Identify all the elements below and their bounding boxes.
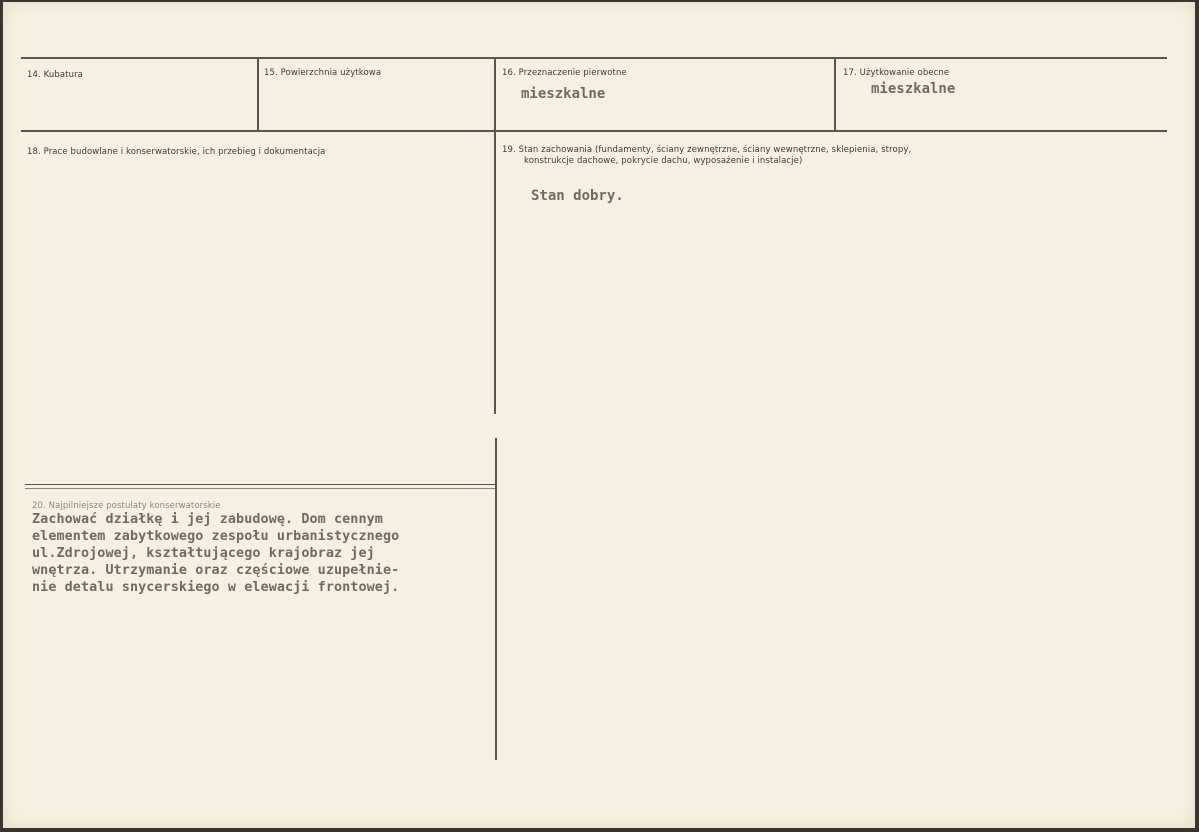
field20-top-rule	[25, 484, 495, 485]
field-18-label: 18. Prace budowlane i konserwatorskie, ich przebieg i dokumentacja	[27, 147, 326, 157]
field-20-line-4: wnętrza. Utrzymanie oraz częściowe uzupełnie-	[32, 563, 400, 578]
field-17-value: mieszkalne	[871, 81, 956, 97]
divider-main-upper	[494, 132, 496, 414]
field-17-label: 17. Użytkowanie obecne	[843, 68, 950, 78]
field-19-label-line2: konstrukcje dachowe, pokrycie dachu, wyposażenie i instalacje)	[524, 156, 803, 166]
field-20-label: 20. Najpilniejsze postulaty konserwatorskie	[32, 501, 221, 511]
field-19-label-line1: 19. Stan zachowania (fundamenty, ściany zewnętrzne, ściany wewnętrzne, sklepienia, stropy,	[502, 145, 912, 155]
divider-16-17	[834, 59, 836, 130]
field-20-line-1: Zachować działkę i jej zabudowę. Dom cennym	[32, 512, 383, 527]
row1-bottom-rule	[21, 130, 1167, 132]
field-14-label: 14. Kubatura	[27, 70, 83, 80]
field20-top-rule-2	[25, 488, 495, 489]
field-20-line-2: elementem zabytkowego zespołu urbanistycznego	[32, 529, 400, 544]
field-16-label: 16. Przeznaczenie pierwotne	[502, 68, 627, 78]
top-rule	[21, 57, 1167, 59]
field-15-label: 15. Powierzchnia użytkowa	[264, 68, 382, 78]
divider-main-lower	[495, 438, 497, 760]
field-16-value: mieszkalne	[521, 86, 606, 102]
field-20-text	[32, 511, 399, 596]
record-card	[3, 2, 1195, 828]
divider-14-15	[257, 59, 259, 130]
field-19-value: Stan dobry.	[531, 188, 624, 204]
field-20-line-5: nie detalu snycerskiego w elewacji frontowej.	[32, 580, 400, 595]
divider-15-16	[494, 59, 496, 130]
field-20-line-3: ul.Zdrojowej, kształtującego krajobraz jej	[32, 546, 375, 561]
